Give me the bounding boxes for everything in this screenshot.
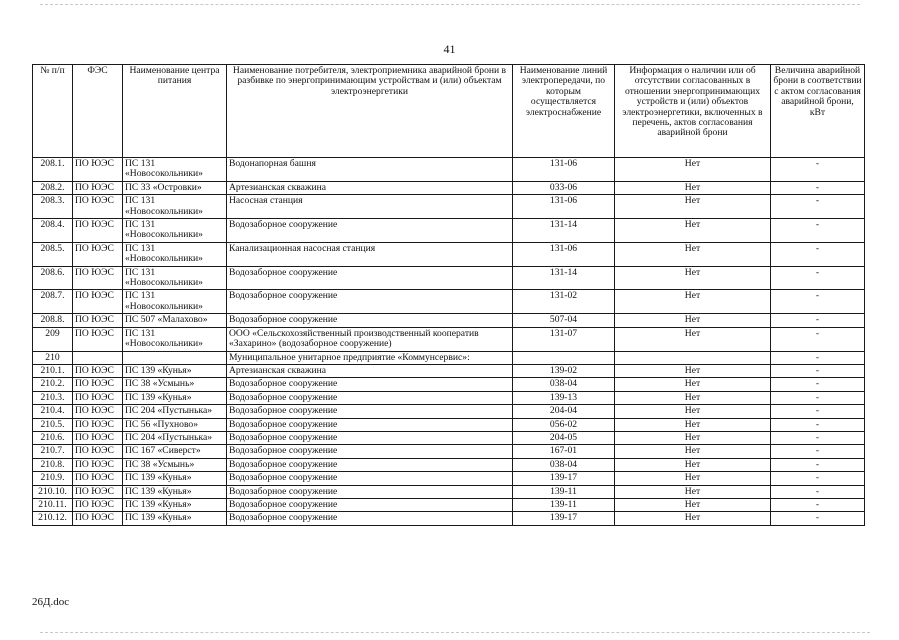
table-row <box>33 219 865 243</box>
row-number: 210.10. <box>33 485 73 498</box>
row-backup-value: - <box>771 351 865 364</box>
row-agreement-info: Нет <box>615 485 771 498</box>
row-fes: ПО ЮЭС <box>73 405 123 418</box>
row-backup-value: - <box>771 512 865 525</box>
row-backup-value: - <box>771 242 865 266</box>
table-row <box>33 445 865 458</box>
row-power-center: ПС 204 «Пустынька» <box>123 405 227 418</box>
row-agreement-info: Нет <box>615 391 771 404</box>
footer-file-name: 26Д.doc <box>32 596 70 608</box>
header-consumer: Наименование потребителя, электроприемника аварийной брони в разбивке по энергопринимающим устройствам и (или) объектам электроэнергетики <box>227 65 513 158</box>
row-fes: ПО ЮЭС <box>73 512 123 525</box>
row-backup-value: - <box>771 219 865 243</box>
row-backup-value: - <box>771 431 865 444</box>
scan-artifact-top <box>40 4 860 5</box>
row-consumer-name: Насосная станция <box>227 195 513 219</box>
row-power-line: 139-17 <box>513 512 615 525</box>
row-power-center: ПС 56 «Пухново» <box>123 418 227 431</box>
row-agreement-info <box>615 351 771 364</box>
row-consumer-name: Водозаборное сооружение <box>227 219 513 243</box>
row-power-line: 033-06 <box>513 181 615 194</box>
row-power-line: 038-04 <box>513 378 615 391</box>
row-power-line: 139-11 <box>513 498 615 511</box>
row-number: 210.2. <box>33 378 73 391</box>
table-row <box>33 391 865 404</box>
row-consumer-name: Канализационная насосная станция <box>227 242 513 266</box>
row-number: 210.9. <box>33 472 73 485</box>
row-number: 210.5. <box>33 418 73 431</box>
header-power-center: Наименование центра питания <box>123 65 227 158</box>
table-row <box>33 485 865 498</box>
row-agreement-info: Нет <box>615 290 771 314</box>
row-power-center: ПС 139 «Кунья» <box>123 391 227 404</box>
row-agreement-info: Нет <box>615 431 771 444</box>
row-power-center: ПС 204 «Пустынька» <box>123 431 227 444</box>
row-power-center <box>123 351 227 364</box>
row-fes <box>73 351 123 364</box>
row-power-line: 131-06 <box>513 158 615 182</box>
row-number: 208.8. <box>33 314 73 327</box>
row-agreement-info: Нет <box>615 195 771 219</box>
header-backup-value: Величина аварийной брони в соответствии с актом согласования аварийной брони, кВт <box>771 65 865 158</box>
row-agreement-info: Нет <box>615 364 771 377</box>
row-power-line <box>513 351 615 364</box>
row-backup-value: - <box>771 378 865 391</box>
row-consumer-name: Водозаборное сооружение <box>227 266 513 290</box>
table-row <box>33 378 865 391</box>
row-consumer-name: Водозаборное сооружение <box>227 472 513 485</box>
row-power-center: ПС 131 «Новосокольники» <box>123 266 227 290</box>
table-row <box>33 327 865 351</box>
row-fes: ПО ЮЭС <box>73 266 123 290</box>
row-number: 208.1. <box>33 158 73 182</box>
row-agreement-info: Нет <box>615 242 771 266</box>
row-number: 208.5. <box>33 242 73 266</box>
row-number: 208.3. <box>33 195 73 219</box>
backup-power-table <box>32 64 865 526</box>
row-agreement-info: Нет <box>615 405 771 418</box>
row-power-line: 038-04 <box>513 458 615 471</box>
row-fes: ПО ЮЭС <box>73 158 123 182</box>
row-backup-value: - <box>771 445 865 458</box>
row-fes: ПО ЮЭС <box>73 458 123 471</box>
table-row <box>33 364 865 377</box>
row-fes: ПО ЮЭС <box>73 378 123 391</box>
row-number: 210.7. <box>33 445 73 458</box>
row-agreement-info: Нет <box>615 512 771 525</box>
row-consumer-name: Водозаборное сооружение <box>227 405 513 418</box>
row-agreement-info: Нет <box>615 498 771 511</box>
row-agreement-info: Нет <box>615 158 771 182</box>
row-power-center: ПС 131 «Новосокольники» <box>123 158 227 182</box>
row-consumer-name: Водозаборное сооружение <box>227 512 513 525</box>
row-consumer-name: Водозаборное сооружение <box>227 290 513 314</box>
row-power-line: 131-14 <box>513 266 615 290</box>
row-fes: ПО ЮЭС <box>73 314 123 327</box>
row-power-center: ПС 131 «Новосокольники» <box>123 242 227 266</box>
row-agreement-info: Нет <box>615 458 771 471</box>
row-power-line: 167-01 <box>513 445 615 458</box>
row-agreement-info: Нет <box>615 378 771 391</box>
row-backup-value: - <box>771 498 865 511</box>
row-power-center: ПС 33 «Островки» <box>123 181 227 194</box>
row-number: 210.1. <box>33 364 73 377</box>
row-consumer-name: Артезианская скважина <box>227 181 513 194</box>
row-number: 209 <box>33 327 73 351</box>
row-power-center: ПС 131 «Новосокольники» <box>123 195 227 219</box>
table-row <box>33 512 865 525</box>
table-row <box>33 266 865 290</box>
row-backup-value: - <box>771 418 865 431</box>
row-power-line: 139-17 <box>513 472 615 485</box>
row-fes: ПО ЮЭС <box>73 485 123 498</box>
table-row <box>33 431 865 444</box>
header-fes: ФЭС <box>73 65 123 158</box>
row-power-center: ПС 131 «Новосокольники» <box>123 290 227 314</box>
row-power-center: ПС 167 «Сиверст» <box>123 445 227 458</box>
row-power-center: ПС 507 «Малахово» <box>123 314 227 327</box>
row-number: 210.8. <box>33 458 73 471</box>
row-agreement-info: Нет <box>615 472 771 485</box>
header-num: № п/п <box>33 65 73 158</box>
row-consumer-name: Водозаборное сооружение <box>227 485 513 498</box>
row-consumer-name: Водозаборное сооружение <box>227 418 513 431</box>
page-number: 41 <box>443 42 456 56</box>
row-consumer-name: Водозаборное сооружение <box>227 498 513 511</box>
row-power-line: 204-04 <box>513 405 615 418</box>
row-fes: ПО ЮЭС <box>73 181 123 194</box>
row-consumer-name: Водонапорная башня <box>227 158 513 182</box>
table-row <box>33 181 865 194</box>
row-agreement-info: Нет <box>615 314 771 327</box>
row-fes: ПО ЮЭС <box>73 219 123 243</box>
row-backup-value: - <box>771 290 865 314</box>
row-agreement-info: Нет <box>615 219 771 243</box>
row-power-center: ПС 131 «Новосокольники» <box>123 219 227 243</box>
row-number: 210.4. <box>33 405 73 418</box>
row-backup-value: - <box>771 485 865 498</box>
scan-artifact-bottom <box>40 632 870 633</box>
row-power-center: ПС 139 «Кунья» <box>123 364 227 377</box>
row-consumer-name: Водозаборное сооружение <box>227 314 513 327</box>
row-consumer-name: Муниципальное унитарное предприятие «Коммунсервис»: <box>227 351 513 364</box>
row-power-line: 204-05 <box>513 431 615 444</box>
row-power-line: 131-06 <box>513 195 615 219</box>
header-agreement-info: Информация о наличии или об отсутствии согласованных в отношении энергопринимающих устройств и (или) объектов электроэнергетики, включенных в перечень, актов согласования аварийной брони <box>615 65 771 158</box>
row-consumer-name: Водозаборное сооружение <box>227 391 513 404</box>
row-agreement-info: Нет <box>615 418 771 431</box>
row-number: 210.6. <box>33 431 73 444</box>
row-consumer-name: ООО «Сельскохозяйственный производственный кооператив «Захарино» (водозаборное сооружение) <box>227 327 513 351</box>
table-row <box>33 351 865 364</box>
row-fes: ПО ЮЭС <box>73 431 123 444</box>
row-number: 210.3. <box>33 391 73 404</box>
row-agreement-info: Нет <box>615 445 771 458</box>
row-power-center: ПС 139 «Кунья» <box>123 512 227 525</box>
row-agreement-info: Нет <box>615 181 771 194</box>
row-power-center: ПС 139 «Кунья» <box>123 472 227 485</box>
table-body <box>33 158 865 526</box>
row-power-line: 139-11 <box>513 485 615 498</box>
row-consumer-name: Артезианская скважина <box>227 364 513 377</box>
row-backup-value: - <box>771 158 865 182</box>
row-power-center: ПС 139 «Кунья» <box>123 498 227 511</box>
row-number: 208.6. <box>33 266 73 290</box>
row-consumer-name: Водозаборное сооружение <box>227 431 513 444</box>
row-power-line: 139-13 <box>513 391 615 404</box>
row-backup-value: - <box>771 195 865 219</box>
row-backup-value: - <box>771 364 865 377</box>
row-power-line: 056-02 <box>513 418 615 431</box>
row-fes: ПО ЮЭС <box>73 195 123 219</box>
table-row <box>33 405 865 418</box>
row-consumer-name: Водозаборное сооружение <box>227 458 513 471</box>
row-backup-value: - <box>771 391 865 404</box>
row-consumer-name: Водозаборное сооружение <box>227 378 513 391</box>
row-backup-value: - <box>771 181 865 194</box>
row-fes: ПО ЮЭС <box>73 364 123 377</box>
row-power-line: 131-14 <box>513 219 615 243</box>
table-row <box>33 158 865 182</box>
table-row <box>33 242 865 266</box>
row-backup-value: - <box>771 405 865 418</box>
row-power-center: ПС 131 «Новосокольники» <box>123 327 227 351</box>
table-row <box>33 314 865 327</box>
row-fes: ПО ЮЭС <box>73 472 123 485</box>
table-header-row <box>33 65 865 158</box>
row-power-line: 131-06 <box>513 242 615 266</box>
table-row <box>33 472 865 485</box>
table-row <box>33 418 865 431</box>
row-backup-value: - <box>771 327 865 351</box>
row-fes: ПО ЮЭС <box>73 290 123 314</box>
row-backup-value: - <box>771 266 865 290</box>
table-row <box>33 290 865 314</box>
header-power-lines: Наименование линий электропередачи, по которым осуществляется электроснабжение <box>513 65 615 158</box>
row-number: 208.2. <box>33 181 73 194</box>
row-power-line: 131-07 <box>513 327 615 351</box>
table-row <box>33 498 865 511</box>
row-fes: ПО ЮЭС <box>73 498 123 511</box>
row-number: 210.11. <box>33 498 73 511</box>
row-number: 208.4. <box>33 219 73 243</box>
row-number: 210 <box>33 351 73 364</box>
row-power-line: 507-04 <box>513 314 615 327</box>
table-row <box>33 195 865 219</box>
row-power-center: ПС 139 «Кунья» <box>123 485 227 498</box>
row-agreement-info: Нет <box>615 327 771 351</box>
row-number: 208.7. <box>33 290 73 314</box>
row-backup-value: - <box>771 314 865 327</box>
row-consumer-name: Водозаборное сооружение <box>227 445 513 458</box>
row-fes: ПО ЮЭС <box>73 445 123 458</box>
row-power-center: ПС 38 «Усмынь» <box>123 458 227 471</box>
table-row <box>33 458 865 471</box>
row-fes: ПО ЮЭС <box>73 391 123 404</box>
row-backup-value: - <box>771 458 865 471</box>
row-fes: ПО ЮЭС <box>73 327 123 351</box>
row-backup-value: - <box>771 472 865 485</box>
row-fes: ПО ЮЭС <box>73 418 123 431</box>
row-power-line: 131-02 <box>513 290 615 314</box>
row-power-line: 139-02 <box>513 364 615 377</box>
row-fes: ПО ЮЭС <box>73 242 123 266</box>
row-number: 210.12. <box>33 512 73 525</box>
row-power-center: ПС 38 «Усмынь» <box>123 378 227 391</box>
row-agreement-info: Нет <box>615 266 771 290</box>
